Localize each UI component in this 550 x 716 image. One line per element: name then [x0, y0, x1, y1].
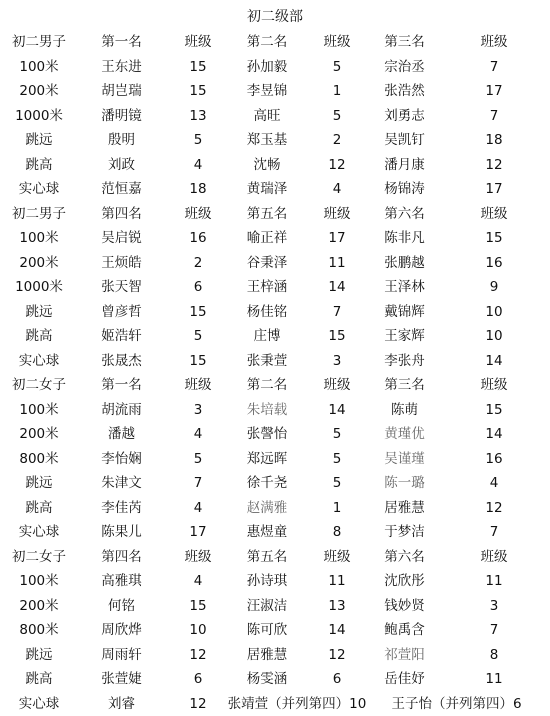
class-cell: 16: [442, 447, 546, 472]
athlete-name-cell: 刘勇志: [367, 104, 442, 129]
athlete-name-cell: 喻正祥: [227, 226, 307, 251]
class-cell: 8: [442, 643, 546, 668]
athlete-name-cell: 姬浩轩: [74, 324, 169, 349]
class-cell: 4: [169, 153, 227, 178]
athlete-name-cell: 张謦怡: [227, 422, 307, 447]
athlete-name-cell: 王梓涵: [227, 275, 307, 300]
class-cell: 7: [442, 520, 546, 545]
athlete-name-cell: 郑玉基: [227, 128, 307, 153]
athlete-name-cell: 庄博: [227, 324, 307, 349]
event-cell: 跳高: [4, 324, 74, 349]
column-header: 班级: [307, 373, 367, 398]
athlete-name-cell: 居雅慧: [367, 496, 442, 521]
athlete-name-cell: 刘睿: [74, 692, 169, 716]
athlete-name-cell: 居雅慧: [227, 643, 307, 668]
athlete-name-cell: 钱妙贤: [367, 594, 442, 619]
event-cell: 100米: [4, 569, 74, 594]
tie-note: 张靖萱（并列第四）10: [227, 692, 367, 716]
class-cell: 17: [442, 177, 546, 202]
class-cell: 8: [307, 520, 367, 545]
results-table: [4, 30, 546, 716]
table-row: [4, 618, 546, 643]
athlete-name-cell: 鲍禹含: [367, 618, 442, 643]
class-cell: 4: [169, 569, 227, 594]
event-cell: 200米: [4, 422, 74, 447]
class-cell: 1: [307, 496, 367, 521]
table-row: [4, 398, 546, 423]
athlete-name-cell: 潘越: [74, 422, 169, 447]
section-header-row: [4, 373, 546, 398]
table-row: [4, 128, 546, 153]
athlete-name-cell: 汪淑洁: [227, 594, 307, 619]
class-cell: 5: [169, 447, 227, 472]
table-row: [4, 594, 546, 619]
athlete-name-cell: 杨雯涵: [227, 667, 307, 692]
table-row: [4, 643, 546, 668]
column-header: 班级: [442, 373, 546, 398]
class-cell: 13: [307, 594, 367, 619]
column-header: 班级: [307, 30, 367, 55]
athlete-name-cell: 惠煜童: [227, 520, 307, 545]
class-cell: 5: [307, 104, 367, 129]
athlete-name-cell: 陈果儿: [74, 520, 169, 545]
athlete-name-cell: 王东进: [74, 55, 169, 80]
athlete-name-cell: 殷明: [74, 128, 169, 153]
class-cell: 5: [307, 422, 367, 447]
class-cell: 15: [307, 324, 367, 349]
class-cell: 14: [307, 275, 367, 300]
table-row: [4, 667, 546, 692]
class-cell: 12: [169, 692, 227, 716]
table-row: [4, 300, 546, 325]
event-cell: 跳远: [4, 471, 74, 496]
table-row: [4, 349, 546, 374]
group-label: 初二男子: [4, 202, 74, 227]
class-cell: 15: [169, 55, 227, 80]
athlete-name-cell: 谷秉泽: [227, 251, 307, 276]
class-cell: 18: [169, 177, 227, 202]
athlete-name-cell: 李怡娴: [74, 447, 169, 472]
class-cell: 4: [169, 422, 227, 447]
column-header: 第一名: [74, 373, 169, 398]
column-header: 第六名: [367, 202, 442, 227]
athlete-name-cell: 李张舟: [367, 349, 442, 374]
section-header-row: [4, 30, 546, 55]
event-cell: 200米: [4, 79, 74, 104]
tie-note: 王子怡（并列第四）6: [367, 692, 546, 716]
table-row: [4, 447, 546, 472]
athlete-name-cell: 孙诗琪: [227, 569, 307, 594]
column-header: 班级: [169, 373, 227, 398]
table-row: [4, 251, 546, 276]
class-cell: 11: [442, 667, 546, 692]
event-cell: 1000米: [4, 275, 74, 300]
class-cell: 7: [442, 55, 546, 80]
column-header: 第三名: [367, 373, 442, 398]
athlete-name-cell: 陈非凡: [367, 226, 442, 251]
athlete-name-cell: 朱津文: [74, 471, 169, 496]
column-header: 第三名: [367, 30, 442, 55]
class-cell: 3: [307, 349, 367, 374]
athlete-name-cell: 李昱锦: [227, 79, 307, 104]
column-header: 第二名: [227, 30, 307, 55]
class-cell: 4: [442, 471, 546, 496]
class-cell: 5: [169, 128, 227, 153]
athlete-name-cell: 周欣烨: [74, 618, 169, 643]
athlete-name-cell: 王家辉: [367, 324, 442, 349]
column-header: 班级: [169, 30, 227, 55]
athlete-name-cell: 赵满雅: [227, 496, 307, 521]
column-header: 班级: [442, 545, 546, 570]
class-cell: 3: [442, 594, 546, 619]
class-cell: 5: [307, 55, 367, 80]
class-cell: 15: [169, 300, 227, 325]
class-cell: 6: [307, 667, 367, 692]
class-cell: 7: [307, 300, 367, 325]
class-cell: 15: [169, 349, 227, 374]
class-cell: 14: [307, 398, 367, 423]
column-header: 班级: [442, 202, 546, 227]
column-header: 第六名: [367, 545, 442, 570]
class-cell: 4: [307, 177, 367, 202]
table-row: [4, 79, 546, 104]
event-cell: 实心球: [4, 692, 74, 716]
column-header: 第二名: [227, 373, 307, 398]
athlete-name-cell: 吴启锐: [74, 226, 169, 251]
event-cell: 跳远: [4, 128, 74, 153]
event-cell: 100米: [4, 398, 74, 423]
column-header: 班级: [307, 202, 367, 227]
table-row: [4, 496, 546, 521]
class-cell: 2: [169, 251, 227, 276]
athlete-name-cell: 郑远晖: [227, 447, 307, 472]
athlete-name-cell: 胡流雨: [74, 398, 169, 423]
event-cell: 实心球: [4, 520, 74, 545]
table-row: [4, 520, 546, 545]
class-cell: 5: [307, 447, 367, 472]
class-cell: 15: [442, 226, 546, 251]
class-cell: 15: [169, 594, 227, 619]
class-cell: 15: [169, 79, 227, 104]
table-row: [4, 422, 546, 447]
section-header-row: [4, 545, 546, 570]
athlete-name-cell: 杨佳铭: [227, 300, 307, 325]
class-cell: 2: [307, 128, 367, 153]
athlete-name-cell: 张鹏越: [367, 251, 442, 276]
athlete-name-cell: 孙加毅: [227, 55, 307, 80]
class-cell: 11: [307, 569, 367, 594]
athlete-name-cell: 吴凯钉: [367, 128, 442, 153]
column-header: 班级: [169, 202, 227, 227]
athlete-name-cell: 胡岂瑞: [74, 79, 169, 104]
class-cell: 1: [307, 79, 367, 104]
event-cell: 跳远: [4, 643, 74, 668]
column-header: 第五名: [227, 202, 307, 227]
section-header-row: [4, 202, 546, 227]
column-header: 第四名: [74, 545, 169, 570]
table-row: [4, 569, 546, 594]
table-row: [4, 153, 546, 178]
class-cell: 10: [169, 618, 227, 643]
athlete-name-cell: 高旺: [227, 104, 307, 129]
event-cell: 800米: [4, 447, 74, 472]
class-cell: 17: [307, 226, 367, 251]
event-cell: 200米: [4, 251, 74, 276]
athlete-name-cell: 吴谨瑾: [367, 447, 442, 472]
table-row: [4, 55, 546, 80]
class-cell: 16: [169, 226, 227, 251]
athlete-name-cell: 朱培载: [227, 398, 307, 423]
class-cell: 12: [442, 496, 546, 521]
group-label: 初二女子: [4, 545, 74, 570]
class-cell: 12: [169, 643, 227, 668]
event-cell: 实心球: [4, 177, 74, 202]
class-cell: 15: [442, 398, 546, 423]
group-label: 初二女子: [4, 373, 74, 398]
class-cell: 12: [442, 153, 546, 178]
athlete-name-cell: 陈萌: [367, 398, 442, 423]
athlete-name-cell: 宗治丞: [367, 55, 442, 80]
table-row: [4, 471, 546, 496]
page-title: 初二级部: [0, 6, 550, 28]
athlete-name-cell: 李佳芮: [74, 496, 169, 521]
column-header: 班级: [442, 30, 546, 55]
event-cell: 跳高: [4, 667, 74, 692]
table-row: [4, 275, 546, 300]
column-header: 班级: [307, 545, 367, 570]
class-cell: 11: [442, 569, 546, 594]
athlete-name-cell: 徐千尧: [227, 471, 307, 496]
class-cell: 7: [442, 618, 546, 643]
event-cell: 跳远: [4, 300, 74, 325]
athlete-name-cell: 陈可欣: [227, 618, 307, 643]
athlete-name-cell: 王泽林: [367, 275, 442, 300]
athlete-name-cell: 曾彦哲: [74, 300, 169, 325]
athlete-name-cell: 张浩然: [367, 79, 442, 104]
class-cell: 17: [169, 520, 227, 545]
table-row: [4, 324, 546, 349]
class-cell: 10: [442, 324, 546, 349]
class-cell: 3: [169, 398, 227, 423]
table-row: [4, 226, 546, 251]
athlete-name-cell: 杨锦涛: [367, 177, 442, 202]
class-cell: 5: [307, 471, 367, 496]
event-cell: 100米: [4, 226, 74, 251]
athlete-name-cell: 戴锦辉: [367, 300, 442, 325]
class-cell: 17: [442, 79, 546, 104]
class-cell: 14: [442, 422, 546, 447]
column-header: 第四名: [74, 202, 169, 227]
athlete-name-cell: 张天智: [74, 275, 169, 300]
athlete-name-cell: 高雅琪: [74, 569, 169, 594]
class-cell: 14: [307, 618, 367, 643]
event-cell: 800米: [4, 618, 74, 643]
event-cell: 1000米: [4, 104, 74, 129]
class-cell: 12: [307, 643, 367, 668]
event-cell: 200米: [4, 594, 74, 619]
event-cell: 跳高: [4, 153, 74, 178]
table-row: [4, 692, 546, 716]
column-header: 班级: [169, 545, 227, 570]
class-cell: 14: [442, 349, 546, 374]
athlete-name-cell: 祁萱阳: [367, 643, 442, 668]
group-label: 初二男子: [4, 30, 74, 55]
athlete-name-cell: 张萱婕: [74, 667, 169, 692]
class-cell: 9: [442, 275, 546, 300]
athlete-name-cell: 范恒嘉: [74, 177, 169, 202]
event-cell: 跳高: [4, 496, 74, 521]
athlete-name-cell: 张秉萱: [227, 349, 307, 374]
athlete-name-cell: 王烦皓: [74, 251, 169, 276]
class-cell: 18: [442, 128, 546, 153]
athlete-name-cell: 张晟杰: [74, 349, 169, 374]
class-cell: 6: [169, 275, 227, 300]
athlete-name-cell: 潘月康: [367, 153, 442, 178]
athlete-name-cell: 黄瑞泽: [227, 177, 307, 202]
class-cell: 12: [307, 153, 367, 178]
event-cell: 100米: [4, 55, 74, 80]
column-header: 第一名: [74, 30, 169, 55]
class-cell: 7: [442, 104, 546, 129]
table-row: [4, 104, 546, 129]
class-cell: 5: [169, 324, 227, 349]
class-cell: 7: [169, 471, 227, 496]
class-cell: 13: [169, 104, 227, 129]
class-cell: 10: [442, 300, 546, 325]
class-cell: 11: [307, 251, 367, 276]
athlete-name-cell: 于梦洁: [367, 520, 442, 545]
athlete-name-cell: 潘明镜: [74, 104, 169, 129]
athlete-name-cell: 沈欣彤: [367, 569, 442, 594]
athlete-name-cell: 黄瑾优: [367, 422, 442, 447]
class-cell: 4: [169, 496, 227, 521]
athlete-name-cell: 陈一璐: [367, 471, 442, 496]
table-row: [4, 177, 546, 202]
class-cell: 16: [442, 251, 546, 276]
athlete-name-cell: 岳佳妤: [367, 667, 442, 692]
athlete-name-cell: 何铭: [74, 594, 169, 619]
athlete-name-cell: 刘政: [74, 153, 169, 178]
class-cell: 6: [169, 667, 227, 692]
athlete-name-cell: 周雨轩: [74, 643, 169, 668]
column-header: 第五名: [227, 545, 307, 570]
athlete-name-cell: 沈畅: [227, 153, 307, 178]
event-cell: 实心球: [4, 349, 74, 374]
